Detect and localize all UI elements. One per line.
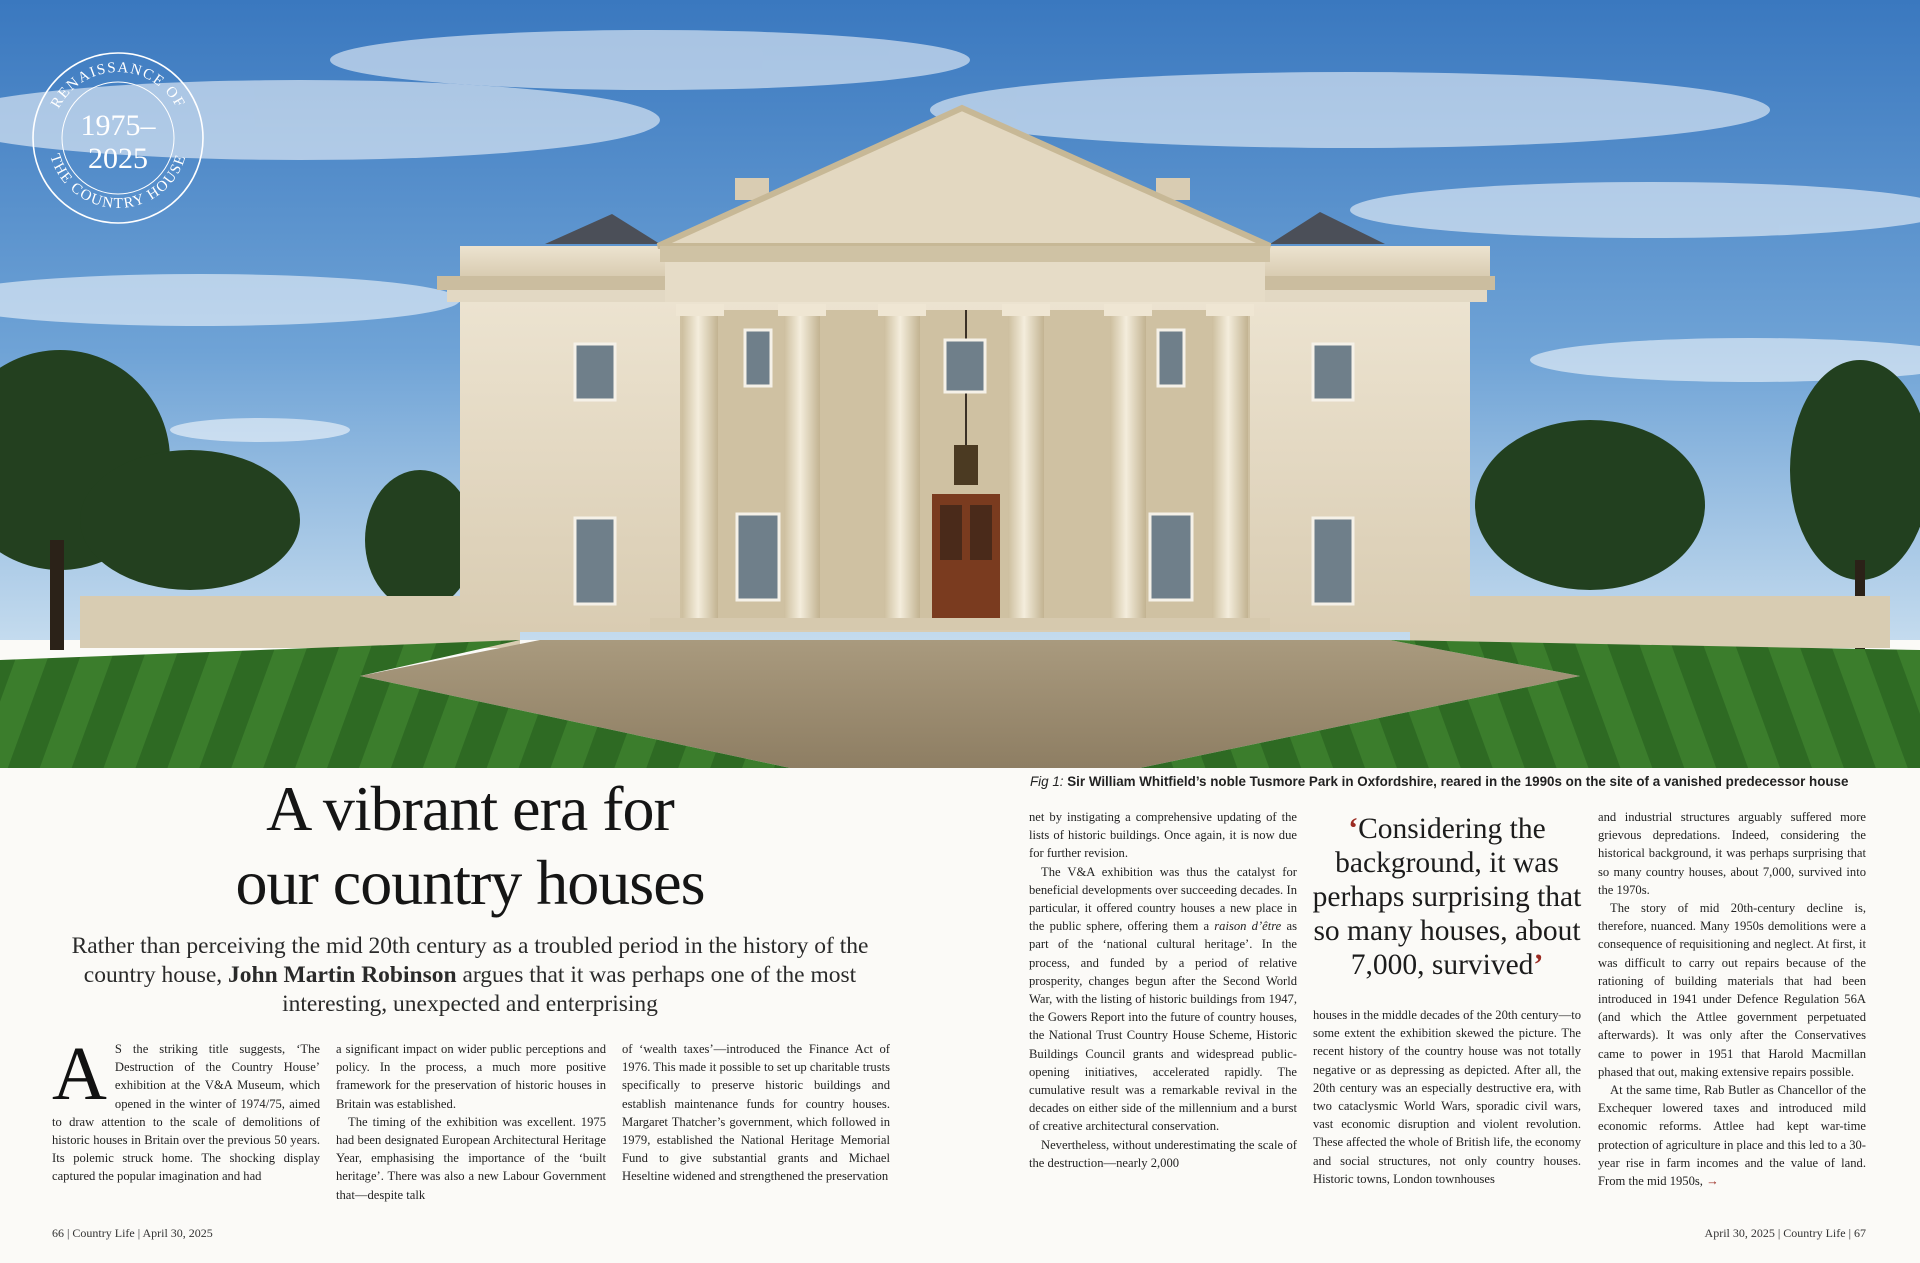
body-column-6 <box>1598 808 1866 1190</box>
garden-wall-left <box>80 596 520 648</box>
pull-quote <box>1312 812 1582 982</box>
body-column-3 <box>622 1040 890 1186</box>
standfirst-part-1: Rather than perceiving the mid 20th century as a troubled period in the history of the country house, <box>71 933 869 988</box>
body-paragraph <box>52 1032 320 1186</box>
body-column-5 <box>1313 1006 1581 1188</box>
renaissance-emblem <box>30 50 206 226</box>
body-column-1 <box>52 1032 320 1186</box>
photo-caption <box>1030 774 1866 789</box>
body-paragraph: Nevertheless, without underestimating the scale of the destruction—nearly 2,000 <box>1029 1137 1297 1170</box>
body-text-italic: raison d’être <box>1214 919 1282 934</box>
body-paragraph: of ‘wealth taxes’—introduced the Finance Act of 1976. This made it possible to set up charitable trusts specifically to preserve historic buildings and establish maintenance funds for country houses. Margaret Thatcher’s government, which followed in 1979, established the National Heritage Memorial Fund to give substantial grants and Michael Heseltine widened and strengthened the preservation <box>622 1042 890 1184</box>
body-paragraph: and industrial structures arguably suffered more grievous depredations. Indeed, considering the historical background, it was perhaps surprising that so many country houses, about 7,000, survived into the 1970s. <box>1598 810 1866 897</box>
drop-cap: A <box>52 1032 107 1116</box>
headline-line-1: A vibrant era for <box>266 773 674 844</box>
caption-fig-label: Fig 1: <box>1030 774 1064 789</box>
body-paragraph <box>1598 1081 1866 1190</box>
body-paragraph: houses in the middle decades of the 20th century—to some extent the exhibition skewed the picture. The recent history of the country house was not totally negative or as depressing as depicted. After all, the 20th century was an especially destructive era, with two cataclysmic World Wars, sporadic civil wars, vast economic disruption and violent revolution. These affected the whole of British life, the economy and social structures, not only country houses. Historic towns, London townhouses <box>1313 1008 1581 1186</box>
body-text: At the same time, Rab Butler as Chancellor of the Exchequer lowered taxes and introduced mild economic reforms. Attlee had kept war-time protection of agriculture in place and this led to a 30-year rise in farm incomes and the value of land. From the mid 1950s, <box>1598 1083 1866 1189</box>
headline <box>40 772 900 920</box>
quote-close-mark: ’ <box>1533 949 1544 981</box>
pull-quote-text: Considering the background, it was perhaps surprising that so many houses, about 7,000, survived <box>1312 813 1582 981</box>
headline-line-2: our country houses <box>235 847 705 918</box>
body-column-4 <box>1029 808 1297 1172</box>
emblem-years-top: 1975– <box>80 109 156 142</box>
caption-text: Sir William Whitfield’s noble Tusmore Park in Oxfordshire, reared in the 1990s on the site of a vanished predecessor house <box>1067 774 1849 789</box>
body-text: S the striking title suggests, ‘The Destruction of the Country House’ exhibition at the V&A Museum, which opened in the winter of 1974/75, aimed to draw attention to the scale of demolitions of historic houses in Britain over the previous 50 years. Its polemic struck home. The shocking display captured the popular imagination and had <box>52 1042 320 1184</box>
emblem-ring-top: RENAISSANCE OF <box>48 59 188 112</box>
author-name: John Martin Robinson <box>228 962 457 988</box>
footer-left-folio: 66 | Country Life | April 30, 2025 <box>52 1226 213 1240</box>
standfirst-part-2: argues that it was perhaps one of the most interesting, unexpected and enterprising <box>282 962 857 1017</box>
body-paragraph <box>1029 863 1297 1136</box>
body-paragraph: The story of mid 20th-century decline is, therefore, nuanced. Many 1950s demolitions were a consequence of requisitioning and neglect. At first, it was difficult to carry out repairs because of the rationing of building materials that had been introduced in 1941 under Defence Regulation 56A (and which the Attlee government perpetuated afterwards). It was only after the Conservatives came to power in 1951 that Harold Macmillan phased that out, making extensive repairs possible. <box>1598 901 1866 1079</box>
body-text: as part of the ‘national cultural heritage’. In the process, and funded by a period of relative prosperity, changes begun after the Second World War, with the listing of historic buildings from 1947, the Gowers Report into the future of country houses, the National Trust Country House Scheme, Historic Buildings Council grants and widespread public-opening initiatives, accelerated rapidly. The cumulative result was a remarkable revival in the decades on either side of the millennium and a burst of creative architectural conservation. <box>1029 919 1297 1134</box>
quote-open-mark: ‘ <box>1348 813 1359 845</box>
body-paragraph: a significant impact on wider public perceptions and policy. In the process, a much more positive framework for the preservation of historic houses in Britain was established. <box>336 1042 606 1111</box>
body-text: The V&A exhibition was thus the catalyst for beneficial developments over succeeding decades. In particular, it offered country houses a new place in the public sphere, offering them a <box>1029 864 1297 934</box>
emblem-years-bottom: 2025 <box>88 142 148 175</box>
footer-right-folio: April 30, 2025 | Country Life | 67 <box>1704 1226 1866 1240</box>
body-paragraph: net by instigating a comprehensive updating of the lists of historic buildings. Once again, it is now due for further revision. <box>1029 810 1297 861</box>
continue-arrow-icon: → <box>1706 1174 1719 1189</box>
body-column-2 <box>336 1040 606 1204</box>
body-paragraph: The timing of the exhibition was excellent. 1975 had been designated European Architectural Heritage Year, emphasising the importance of the ‘built heritage’. There was also a new Labour Government that—despite talk <box>336 1114 606 1202</box>
garden-wall-right <box>1410 596 1890 648</box>
standfirst <box>40 932 900 1019</box>
emblem-ring-bottom: THE COUNTRY HOUSE <box>46 151 190 213</box>
